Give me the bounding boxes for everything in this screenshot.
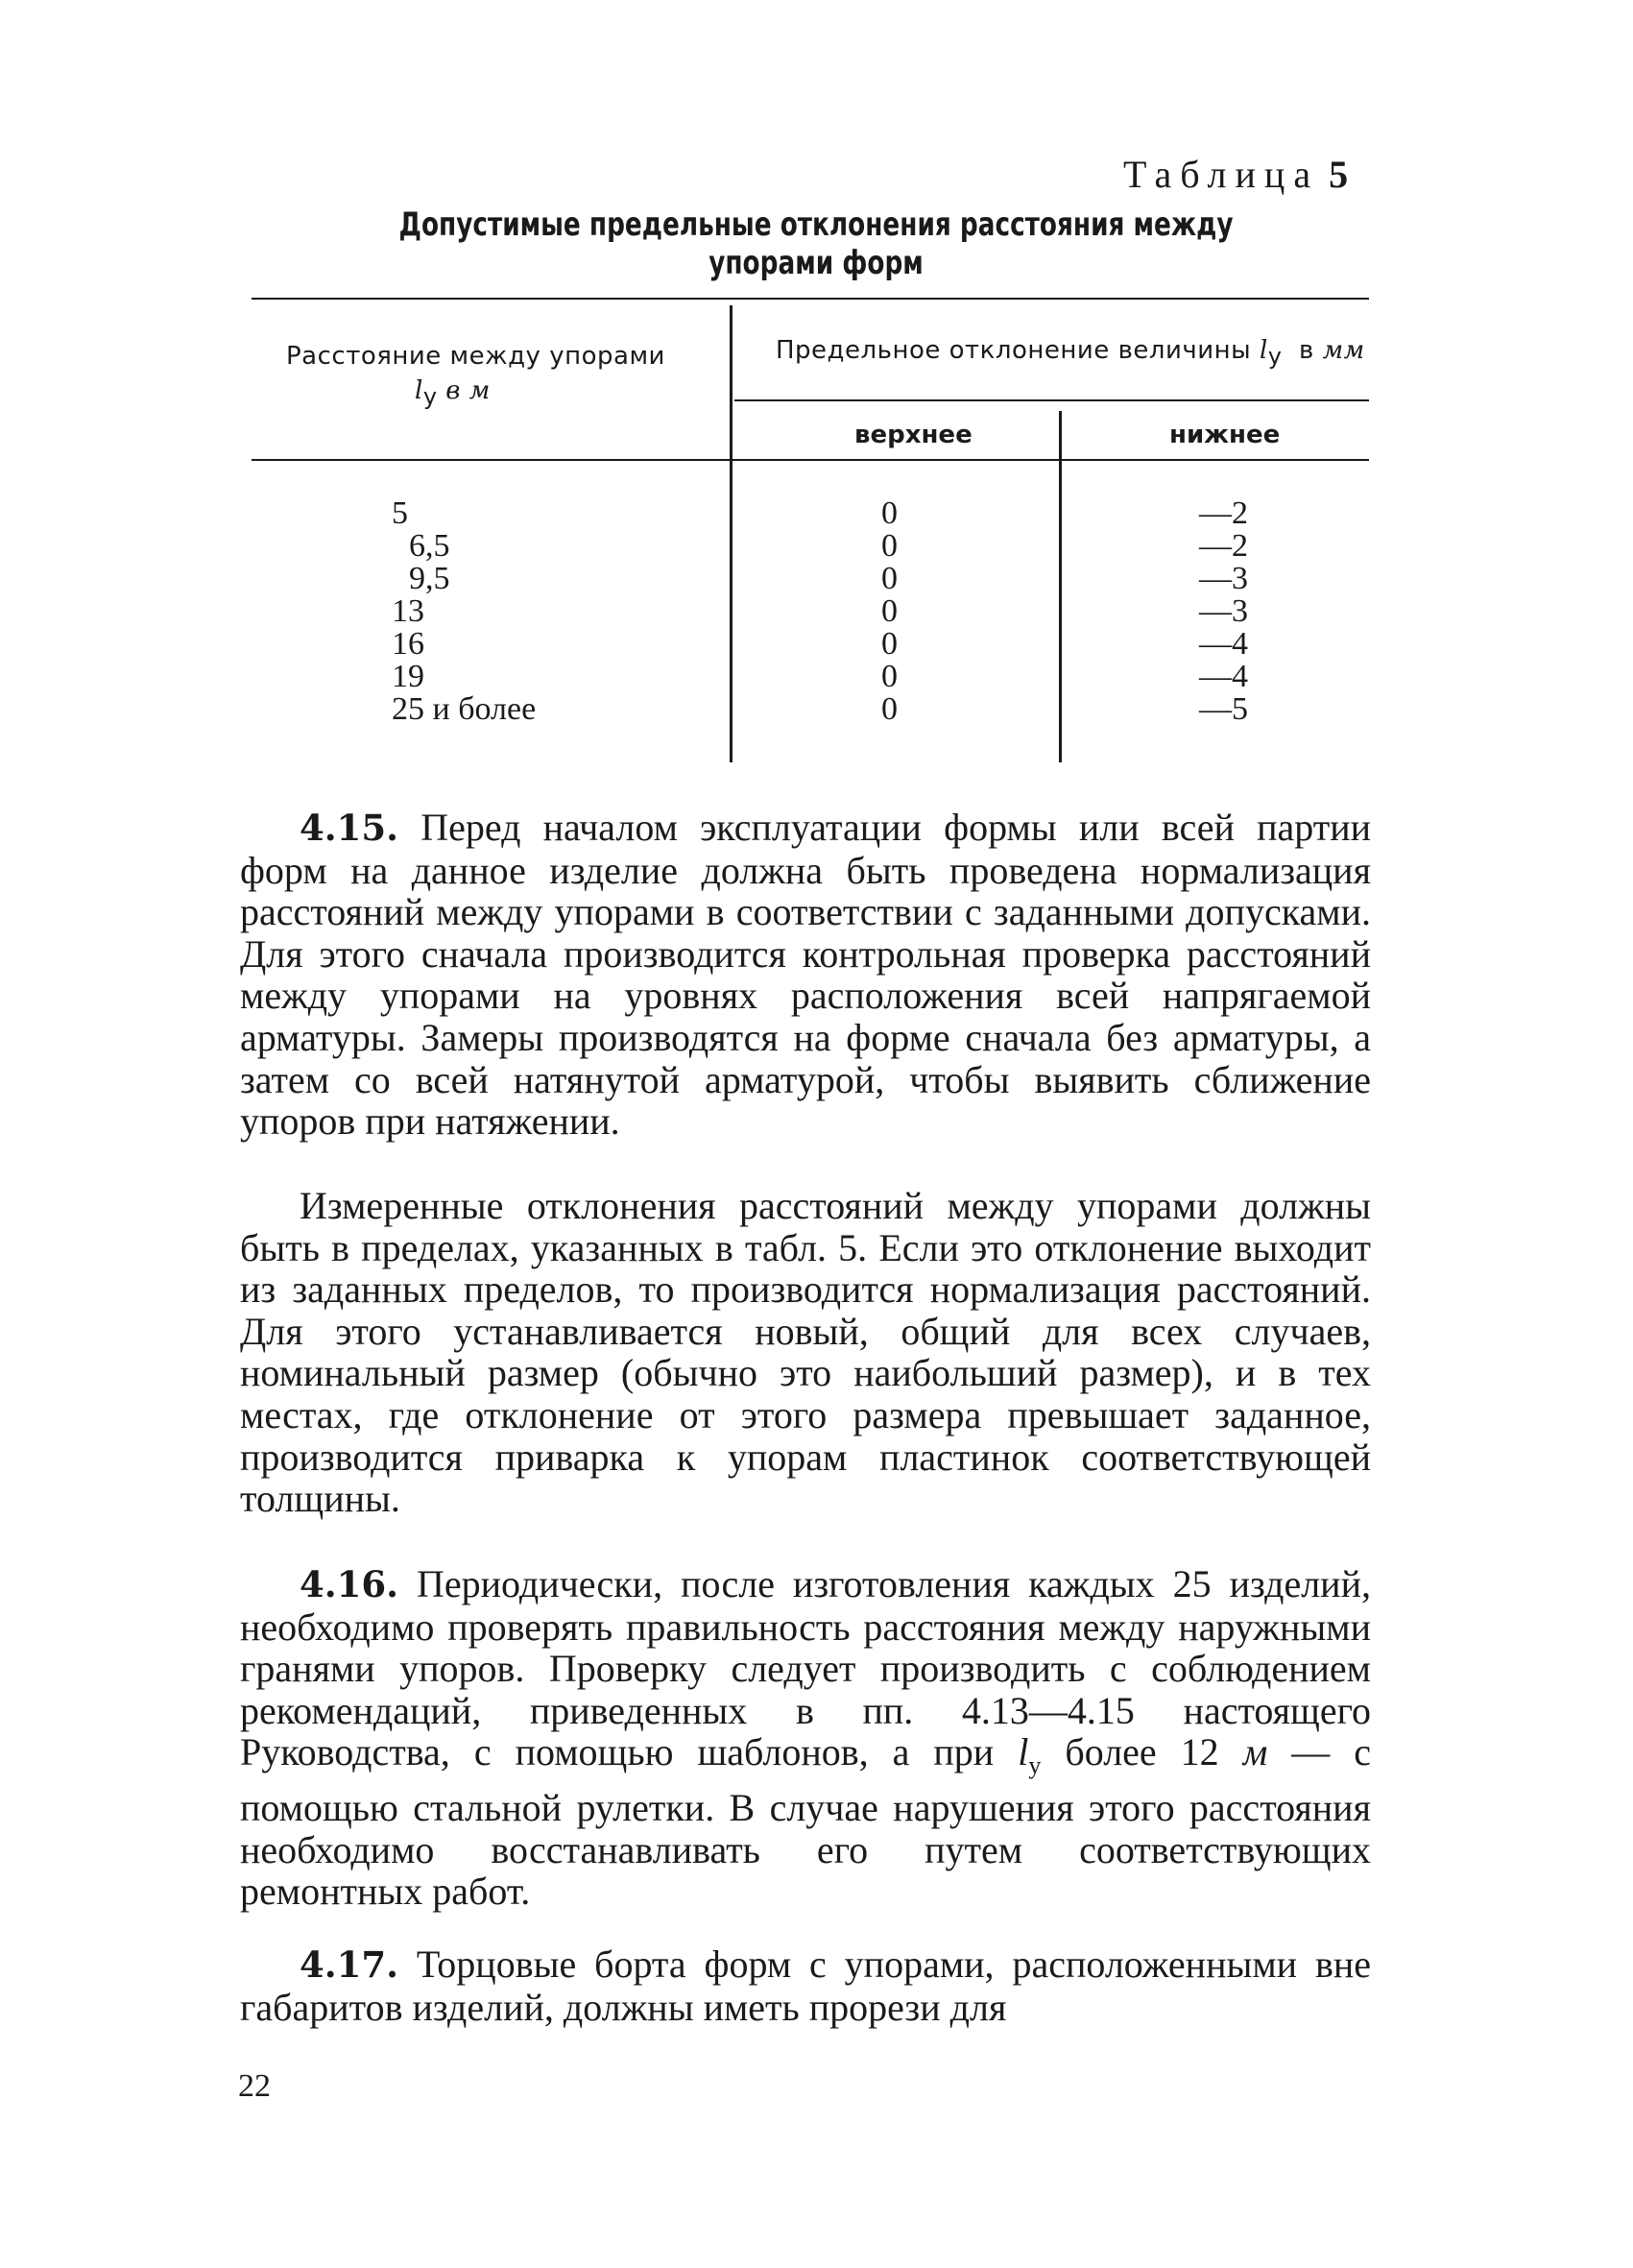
- table-top-rule: [252, 298, 1369, 300]
- paragraph-4-17-text: Торцовые борта форм с упорами, расположенными вне габаритов изделий, должны иметь прорези для: [240, 1942, 1371, 2029]
- paragraph-4-16-text-b: более 12: [1041, 1730, 1243, 1774]
- table-caption-line1: Допустимые предельные отклонения расстояния между: [398, 205, 1234, 244]
- cell-upper: 0: [881, 561, 898, 596]
- header-col-distance-unit: в м: [445, 376, 491, 405]
- paragraph-4-16-text-c: — с помощью стальной рулетки. В случае нарушения этого расстояния необходимо восстанавливать его путем соответствующих ремонтных работ.: [240, 1730, 1371, 1914]
- header-sub-lower: нижнее: [1169, 421, 1281, 449]
- header-var-l: l: [415, 376, 423, 405]
- cell-lower: —3: [1199, 561, 1248, 596]
- header-dev-var-sub: у: [1267, 343, 1283, 371]
- table-label-word: Таблица: [1123, 153, 1320, 196]
- header-col-deviation-label: Предельное отклонение величины: [776, 336, 1252, 365]
- cell-distance: 13: [392, 593, 424, 629]
- table-sub-rule: [734, 399, 1369, 401]
- header-col-deviation: [776, 336, 1365, 370]
- table-divider-1: [730, 305, 732, 762]
- paragraph-4-17: [240, 1943, 1371, 2028]
- table-label: [1123, 152, 1348, 197]
- table-number: 5: [1329, 153, 1349, 196]
- cell-upper: 0: [881, 495, 898, 531]
- table-caption-line2: упорами форм: [708, 244, 924, 282]
- paragraph-4-16: [240, 1563, 1371, 1913]
- header-dev-var-l: l: [1259, 336, 1268, 365]
- cell-distance: 9,5: [409, 561, 450, 596]
- col-distance: [392, 497, 536, 726]
- paragraph-4-15-text: Перед началом эксплуатации формы или всей партии форм на данное изделие должна быть проведена нормализация расстояний между упорами в соответствии с заданными допусками. Для этого сначала производится контрольная проверка расстояний между упорами на уровнях расположения всей напрягаемой арматуры. Замеры производятся на форме сначала без арматуры, а затем со всей натянутой арматурой, чтобы выявить сближение упоров при натяжении.: [240, 806, 1371, 1144]
- col-upper: [881, 497, 898, 726]
- header-sub-upper: верхнее: [854, 421, 973, 449]
- paragraph-4-16-unit: м: [1242, 1730, 1268, 1774]
- cell-lower: —4: [1199, 626, 1248, 662]
- table-header-rule: [252, 459, 1369, 461]
- cell-distance: 16: [392, 626, 424, 662]
- cell-upper: 0: [881, 659, 898, 694]
- paragraph-4-17-number: 4.17.: [300, 1943, 398, 1986]
- header-var-sub: у: [422, 383, 438, 411]
- header-dev-unit: мм: [1322, 336, 1365, 365]
- page-number: 22: [238, 2068, 271, 2104]
- paragraph-4-16-text-a: Периодически, после изготовления каждых 25 изделий, необходимо проверять правильность расстояния между наружными гранями упоров. Проверку следует производить с соблюдением рекомендаций, приведенных в пп. 4.13—4.15 настоящего Руководства, с помощью шаблонов, а при: [240, 1562, 1371, 1774]
- cell-lower: —2: [1199, 495, 1248, 531]
- cell-lower: —3: [1199, 593, 1248, 629]
- paragraph-4-16-sub: у: [1028, 1751, 1042, 1780]
- cell-lower: —2: [1199, 528, 1248, 564]
- cell-upper: 0: [881, 626, 898, 662]
- cell-distance: 25 и более: [392, 691, 537, 727]
- table-caption: [362, 205, 1270, 282]
- header-dev-unit-prefix: в: [1299, 336, 1314, 365]
- paragraph-4-15-cont: [240, 1185, 1371, 1520]
- header-col-distance-var: [415, 376, 491, 410]
- cell-lower: —5: [1199, 691, 1248, 727]
- cell-lower: —4: [1199, 659, 1248, 694]
- cell-upper: 0: [881, 691, 898, 727]
- cell-upper: 0: [881, 593, 898, 629]
- cell-distance: 19: [392, 659, 424, 694]
- cell-distance: 5: [392, 495, 408, 531]
- cell-distance: 6,5: [409, 528, 450, 564]
- header-col-distance-label: Расстояние между упорами: [286, 342, 665, 371]
- header-col-distance: [286, 342, 665, 371]
- paragraph-4-15-cont-text: Измеренные отклонения расстояний между упорами должны быть в пределах, указанных в табл. 5. Если это отклонение выходит из заданных пределов, то производится нормализация расстояний. Для этого устанавливается новый, общий для всех случаев, номинальный размер (обычно это наибольший размер), и в тех местах, где отклонение от этого размера превышает заданное, производится приварка к упорам пластинок соответствующей толщины.: [240, 1184, 1371, 1521]
- paragraph-4-16-number: 4.16.: [300, 1563, 398, 1605]
- col-lower: [1190, 497, 1248, 726]
- paragraph-4-15-number: 4.15.: [300, 807, 398, 849]
- paragraph-4-16-var: l: [1018, 1730, 1029, 1774]
- table-divider-2: [1059, 411, 1062, 762]
- cell-upper: 0: [881, 528, 898, 564]
- paragraph-4-15: [240, 807, 1371, 1143]
